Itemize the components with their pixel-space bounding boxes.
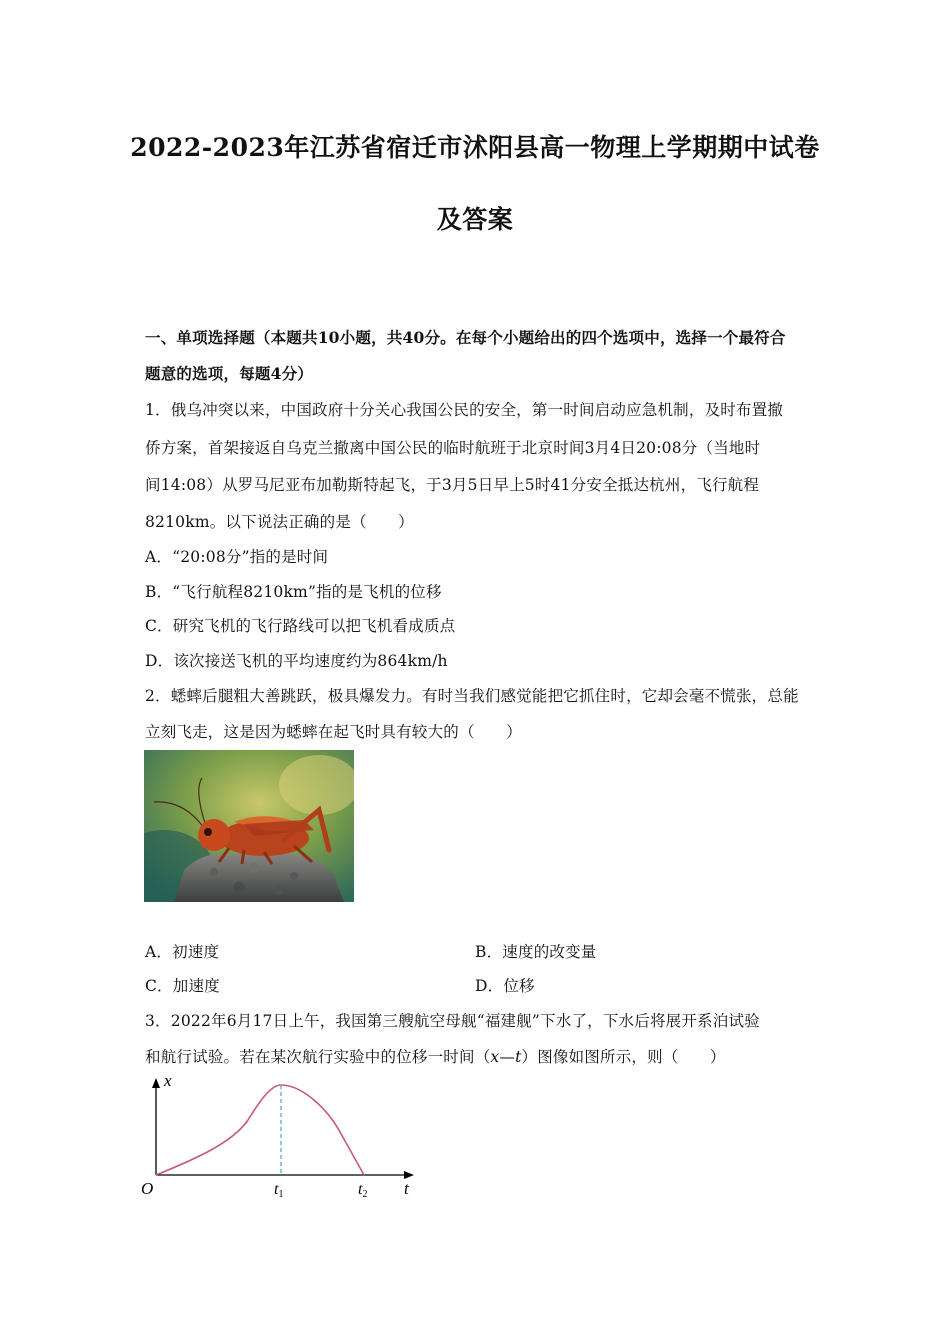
- q3-dash: —: [499, 1048, 516, 1066]
- q3-stem-line: 3．2022年6月17日上午，我国第三艘航空母舰“福建舰”下水了，下水后将展开系泊试验: [145, 1012, 760, 1030]
- q3-stem-line-2: [145, 1045, 726, 1067]
- xt-curve: [156, 1085, 364, 1175]
- q3-var-t: t: [515, 1048, 522, 1066]
- q1-stem-line: 间14:08）从罗马尼亚布加勒斯特起飞，于3月5日早上5时41分安全抵达杭州，飞行航程: [145, 476, 760, 494]
- q2-option-b: B．速度的改变量: [475, 943, 597, 961]
- q1-option-b: B．“飞行航程8210km”指的是飞机的位移: [145, 583, 442, 601]
- x-axis-arrow: [404, 1171, 414, 1179]
- q2-option-a: A．初速度: [145, 943, 220, 961]
- q3-var-x: x: [490, 1048, 500, 1066]
- q1-option-d: D．该次接送飞机的平均速度约为864km/h: [145, 652, 448, 670]
- q2-option-c: C．加速度: [145, 977, 220, 995]
- xt-graph: [138, 1070, 428, 1209]
- q1-stem-line: 1．俄乌冲突以来，中国政府十分关心我国公民的安全，第一时间启动应急机制，及时布置撤: [145, 401, 784, 419]
- x-axis-label: t: [404, 1179, 409, 1198]
- q1-stem-line: 侨方案，首架接返自乌克兰撤离中国公民的临时航班于北京时间3月4日20:08分（当地时: [145, 439, 761, 457]
- t1-label: t1: [274, 1181, 284, 1200]
- section-heading: 一、单项选择题（本题共10小题，共40分。在每个小题给出的四个选项中，选择一个最符合: [145, 328, 786, 347]
- section-heading-line-2: 题意的选项，每题4分）: [145, 364, 313, 383]
- q2-stem-line: 2．蟋蟀后腿粗大善跳跃，极具爆发力。有时当我们感觉能把它抓住时，它却会毫不慌张，总能: [145, 687, 799, 705]
- t2-label: t2: [358, 1181, 368, 1200]
- page-title: 2022-2023年江苏省宿迁市沭阳县高一物理上学期期中试卷: [130, 133, 820, 162]
- q3-text-end: ）图像如图所示，则（ ）: [521, 1048, 726, 1066]
- q1-stem-line: 8210km。以下说法正确的是（ ）: [145, 513, 414, 531]
- q1-option-a: A．“20:08分”指的是时间: [145, 548, 329, 566]
- q2-stem-line: 立刻飞走，这是因为蟋蟀在起飞时具有较大的（ ）: [145, 723, 522, 741]
- q3-text: 和航行试验。若在某次航行实验中的位移一时间（: [145, 1048, 491, 1066]
- cricket-photo: [144, 750, 354, 902]
- q2-option-d: D．位移: [475, 977, 535, 995]
- page-title-line-2: 及答案: [436, 205, 514, 234]
- q1-option-c: C．研究飞机的飞行路线可以把飞机看成质点: [145, 617, 456, 635]
- y-axis-label: x: [164, 1071, 172, 1090]
- y-axis-arrow: [152, 1078, 160, 1088]
- origin-label: O: [141, 1179, 154, 1198]
